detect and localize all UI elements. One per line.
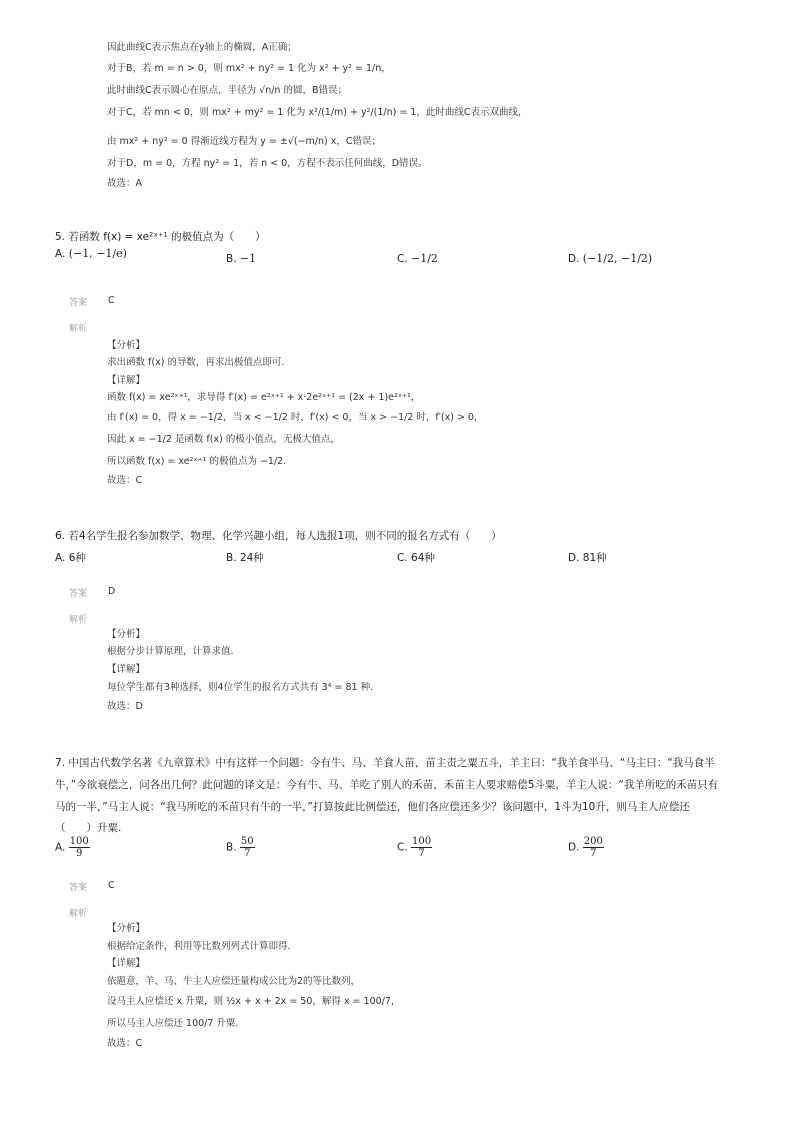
fraction-denominator: 7 [418, 848, 425, 859]
option-letter: D. [568, 841, 580, 854]
question-stem: 6. 若4名学生报名参加数学、物理、化学兴趣小组，每人选报1项，则不同的报名方式有（ ） [55, 530, 502, 542]
option-a [55, 836, 90, 859]
option-a [55, 550, 86, 565]
answer-value: D [108, 586, 116, 597]
option-value: (−1/2, −1/2) [582, 252, 653, 265]
option-c [397, 252, 438, 265]
analysis-line: 函数 f(x) = xe²ˣ⁺¹，求导得 f′(x) = e²ˣ⁺¹ + x·2e²ˣ⁺¹ = (2x + 1)e²ˣ⁺¹， [107, 392, 421, 403]
analysis-label: 解析 [69, 615, 88, 625]
analysis-line: 对于D，m = 0，方程 ny² = 1，若 n < 0，方程不表示任何曲线，D错误。 [107, 158, 428, 169]
analysis-line: 对于B，若 m = n > 0，则 mx² + ny² = 1 化为 x² + y² = 1/n， [107, 63, 391, 74]
option-b [226, 550, 264, 565]
option-fraction [411, 836, 432, 859]
question-stem-line: （ ）升粟. [55, 822, 122, 834]
answer-value: C [108, 880, 115, 891]
option-value: 64种 [411, 552, 435, 564]
question-stem: 5. 若函数 f(x) = xe²ˣ⁺¹ 的极值点为（ ） [55, 231, 266, 243]
option-letter: D. [568, 253, 580, 265]
question-stem-line: 7. 中国古代数学名著《九章算术》中有这样一个问题：今有牛、马、羊食人苗，苗主责之粟五斗，羊主曰：“我羊食半马、“马主曰：“我马食半 [55, 757, 715, 769]
analysis-line: 根据给定条件，利用等比数列列式计算即得. [107, 941, 291, 952]
option-value: 81种 [582, 552, 607, 564]
analysis-line: 根据分步计算原理，计算求值. [107, 646, 234, 657]
fraction-denominator: 9 [76, 848, 83, 859]
analysis-label: 解析 [69, 909, 88, 919]
option-value: 6种 [68, 552, 86, 564]
answer-label: 答案 [69, 298, 88, 308]
analysis-label: 解析 [69, 324, 88, 334]
option-b [226, 836, 255, 859]
fraction-denominator: 7 [244, 848, 251, 859]
analysis-line: 故选：D [107, 701, 143, 712]
fraction-numerator: 200 [583, 836, 603, 847]
question-stem-line: 牛，”今欲衰偿之，问各出几何？此问题的译文是：今有牛、马、羊吃了别人的禾苗，禾苗主人要求赔偿5斗粟，羊主人说：“我羊所吃的禾苗只有 [55, 779, 719, 791]
analysis-line: 因此 x = −1/2 是函数 f(x) 的极小值点，无极大值点， [107, 434, 340, 445]
option-letter: C. [397, 552, 408, 564]
option-fraction [240, 836, 255, 859]
option-letter: C. [397, 253, 408, 265]
fraction-numerator: 100 [412, 836, 432, 847]
option-letter: A. [55, 552, 66, 564]
analysis-line: 此时曲线C表示圆心在原点，半径为 √n/n 的圆，B错误； [107, 85, 347, 96]
option-fraction [69, 836, 90, 859]
option-letter: B. [226, 552, 237, 564]
option-fraction [583, 836, 604, 859]
analysis-line: 故选：A [107, 178, 142, 189]
analysis-line: 设马主人应偿还 x 升粟，则 ½x + x + 2x = 50，解得 x = 100/7， [107, 996, 401, 1007]
analysis-line: 每位学生都有3种选择，则4位学生的报名方式共有 3⁴ = 81 种. [107, 682, 374, 693]
fraction-numerator: 100 [69, 836, 89, 847]
answer-label: 答案 [69, 589, 88, 599]
analysis-line: 由 f′(x) = 0，得 x = −1/2，当 x < −1/2 时，f′(x) < 0，当 x > −1/2 时，f′(x) > 0， [107, 412, 484, 423]
fraction-numerator: 50 [240, 836, 254, 847]
option-letter: D. [568, 552, 580, 564]
analysis-line: 依题意，羊、马、牛主人应偿还量构成公比为2的等比数列， [107, 976, 361, 987]
answer-value: C [108, 295, 115, 306]
analysis-line: 【分析】 [107, 923, 146, 934]
option-letter: B. [226, 841, 237, 854]
option-c [397, 836, 432, 859]
option-letter: A. [55, 248, 66, 260]
analysis-line: 故选：C [107, 1038, 143, 1049]
analysis-line: 由 mx² + ny² = 0 得渐近线方程为 y = ±√(−m/n) x，C错误； [107, 136, 381, 147]
analysis-line: 【分析】 [107, 629, 146, 640]
option-d [568, 550, 607, 565]
option-letter: A. [55, 841, 66, 854]
analysis-line: 故选：C [107, 475, 143, 486]
option-c [397, 550, 435, 565]
analysis-line: 求出函数 f(x) 的导数，再求出极值点即可. [107, 357, 285, 368]
analysis-line: 所以马主人应偿还 100/7 升粟. [107, 1018, 239, 1029]
option-d [568, 252, 652, 265]
analysis-line: 【详解】 [107, 958, 146, 969]
option-d [568, 836, 604, 859]
option-letter: C. [397, 841, 408, 854]
fraction-denominator: 7 [590, 848, 597, 859]
option-value: −1 [239, 252, 257, 265]
analysis-line: 所以函数 f(x) = xe²ˣ⁺¹ 的极值点为 −1/2. [107, 456, 287, 467]
option-letter: B. [226, 253, 237, 265]
analysis-line: 【详解】 [107, 375, 146, 386]
analysis-line: 对于C，若 mn < 0，则 mx² + my² = 1 化为 x²/(1/m) + y²/(1/n) = 1，此时曲线C表示双曲线， [107, 107, 528, 118]
analysis-line: 因此曲线C表示焦点在y轴上的椭圆，A正确； [107, 42, 297, 53]
question-stem-line: 马的一半，”马主人说：“我马所吃的禾苗只有牛的一半，”打算按此比例偿还，他们各应偿还多少？该问题中，1斗为10升，则马主人应偿还 [55, 801, 690, 813]
option-value: (−1, −1/e) [68, 247, 127, 260]
analysis-line: 【详解】 [107, 664, 146, 675]
answer-label: 答案 [69, 883, 88, 893]
option-value: 24种 [239, 552, 264, 564]
analysis-line: 【分析】 [107, 340, 146, 351]
option-a [55, 247, 127, 260]
option-value: −1/2 [411, 252, 438, 265]
option-b [226, 252, 256, 265]
